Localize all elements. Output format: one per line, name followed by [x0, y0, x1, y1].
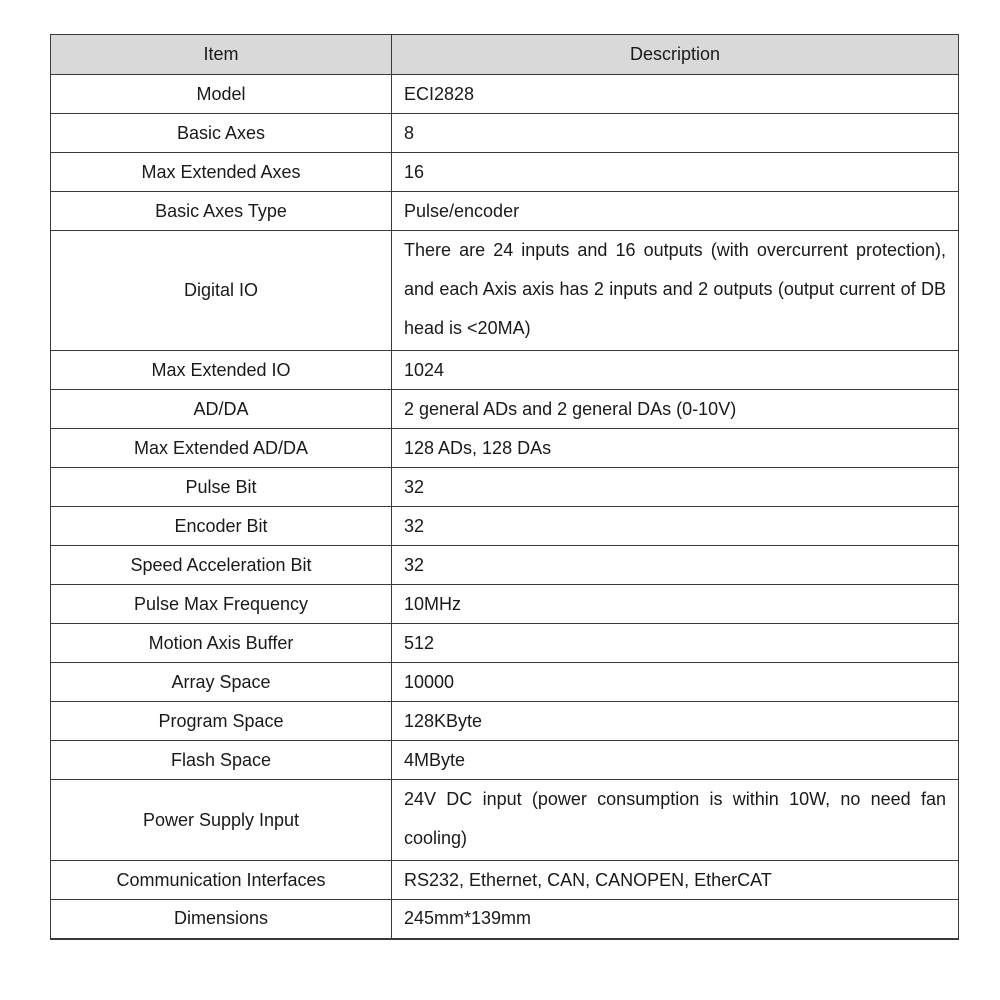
table-row — [51, 624, 959, 663]
item-cell: Flash Space — [51, 741, 392, 780]
description-cell: Pulse/encoder — [392, 192, 959, 231]
description-cell: 128 ADs, 128 DAs — [392, 429, 959, 468]
item-cell: Digital IO — [51, 231, 392, 351]
item-cell: Max Extended AD/DA — [51, 429, 392, 468]
header-item: Item — [51, 35, 392, 75]
table-row — [51, 585, 959, 624]
description-cell: 10000 — [392, 663, 959, 702]
description-cell: 10MHz — [392, 585, 959, 624]
item-cell: Speed Acceleration Bit — [51, 546, 392, 585]
table-row — [51, 663, 959, 702]
item-cell: Encoder Bit — [51, 507, 392, 546]
description-cell: 128KByte — [392, 702, 959, 741]
item-cell: Dimensions — [51, 900, 392, 939]
table-row — [51, 507, 959, 546]
description-cell: 32 — [392, 468, 959, 507]
item-cell: Model — [51, 75, 392, 114]
table-row — [51, 114, 959, 153]
table-row — [51, 861, 959, 900]
table-row — [51, 351, 959, 390]
description-cell: 512 — [392, 624, 959, 663]
table-row — [51, 390, 959, 429]
description-cell: 16 — [392, 153, 959, 192]
table-row — [51, 702, 959, 741]
table-row — [51, 231, 959, 351]
description-cell: 2 general ADs and 2 general DAs (0-10V) — [392, 390, 959, 429]
table-row — [51, 741, 959, 780]
item-cell: Array Space — [51, 663, 392, 702]
table-row — [51, 468, 959, 507]
item-cell: Pulse Bit — [51, 468, 392, 507]
table-row — [51, 546, 959, 585]
description-cell: 32 — [392, 546, 959, 585]
item-cell: Pulse Max Frequency — [51, 585, 392, 624]
item-cell: Max Extended IO — [51, 351, 392, 390]
table-row — [51, 192, 959, 231]
item-cell: Basic Axes — [51, 114, 392, 153]
description-cell: 245mm*139mm — [392, 900, 959, 939]
item-cell: Communication Interfaces — [51, 861, 392, 900]
description-cell: 4MByte — [392, 741, 959, 780]
description-cell: 8 — [392, 114, 959, 153]
table-row — [51, 780, 959, 861]
item-cell: Power Supply Input — [51, 780, 392, 861]
description-cell: 24V DC input (power consumption is within 10W, no need fan cooling) — [392, 780, 959, 861]
description-cell: RS232, Ethernet, CAN, CANOPEN, EtherCAT — [392, 861, 959, 900]
description-cell: ECI2828 — [392, 75, 959, 114]
description-cell: 32 — [392, 507, 959, 546]
item-cell: AD/DA — [51, 390, 392, 429]
header-row — [51, 35, 959, 75]
header-description: Description — [392, 35, 959, 75]
table-row — [51, 900, 959, 939]
table-row — [51, 153, 959, 192]
item-cell: Motion Axis Buffer — [51, 624, 392, 663]
table-row — [51, 75, 959, 114]
item-cell: Program Space — [51, 702, 392, 741]
description-cell: There are 24 inputs and 16 outputs (with overcurrent protection), and each Axis axis has 2 inputs and 2 outputs (output current of DB head is <20MA) — [392, 231, 959, 351]
spec-table — [50, 34, 959, 940]
description-cell: 1024 — [392, 351, 959, 390]
item-cell: Basic Axes Type — [51, 192, 392, 231]
table-row — [51, 429, 959, 468]
item-cell: Max Extended Axes — [51, 153, 392, 192]
